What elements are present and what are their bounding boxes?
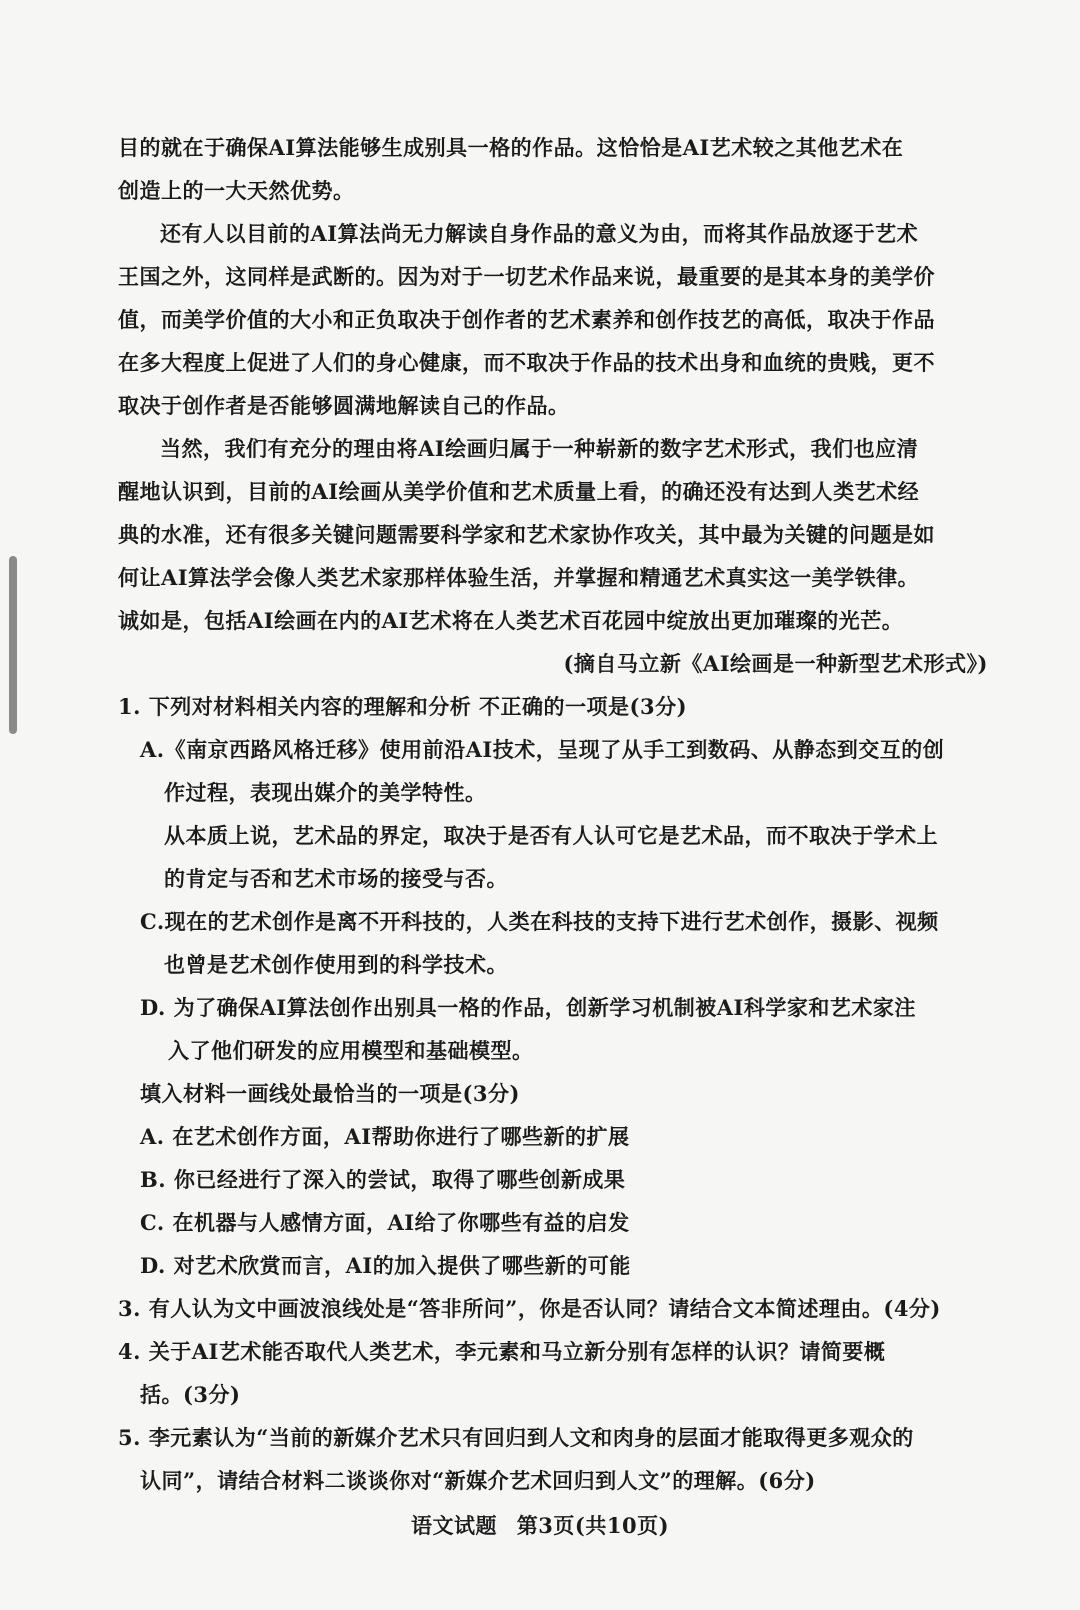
text-line: 典的水准，还有很多关键问题需要科学家和艺术家协作攻关，其中最为关键的问题是如	[118, 522, 935, 547]
text-line: 在多大程度上促进了人们的身心健康，而不取决于作品的技术出身和血统的贵贱，更不	[118, 350, 935, 375]
question-line: 认同”，请结合材料二谈谈你对“新媒介艺术回归到人文”的理解。(6分)	[140, 1468, 816, 1493]
question-2-option-c: C. 在机器与人感情方面，AI给了你哪些有益的启发	[140, 1210, 630, 1235]
question-1-option-c	[140, 900, 990, 986]
question-2-option-b: B. 你已经进行了深入的尝试，取得了哪些创新成果	[140, 1167, 626, 1192]
question-2-option-a: A. 在艺术创作方面，AI帮助你进行了哪些新的扩展	[140, 1124, 630, 1149]
option-line: A.《南京西路风格迁移》使用前沿AI技术，呈现了从手工到数码、从静态到交互的创	[140, 737, 945, 762]
text-line: 何让AI算法学会像人类艺术家那样体验生活，并掌握和精通艺术真实这一美学铁律。	[118, 565, 920, 590]
question-line: 括。(3分)	[140, 1382, 241, 1407]
question-2-option-d: D. 对艺术欣赏而言，AI的加入提供了哪些新的可能	[140, 1253, 631, 1278]
text-line: 醒地认识到，目前的AI绘画从美学价值和艺术质量上看，的确还没有达到人类艺术经	[118, 479, 920, 504]
question-2-stem: 填入材料一画线处最恰当的一项是(3分)	[140, 1081, 520, 1106]
text-line: 当然，我们有充分的理由将AI绘画归属于一种崭新的数字艺术形式，我们也应清	[160, 436, 919, 461]
option-line: 作过程，表现出媒介的美学特性。	[164, 780, 487, 805]
footer-page-number: 第3页(共10页)	[516, 1513, 670, 1538]
page-content	[118, 126, 990, 1502]
text-line: 目的就在于确保AI算法能够生成别具一格的作品。这恰恰是AI艺术较之其他艺术在	[118, 135, 904, 160]
option-line: C.现在的艺术创作是离不开科技的，人类在科技的支持下进行艺术创作，摄影、视频	[140, 909, 939, 934]
question-line: 5. 李元素认为“当前的新媒介艺术只有回归到人文和肉身的层面才能取得更多观众的	[118, 1425, 914, 1450]
option-line: 入了他们研发的应用模型和基础模型。	[168, 1038, 534, 1063]
question-5	[118, 1416, 990, 1502]
question-1-option-d	[140, 986, 990, 1072]
passage-paragraph-3	[118, 427, 990, 642]
footer-subject: 语文试题	[410, 1513, 497, 1538]
text-line: 诚如是，包括AI绘画在内的AI艺术将在人类艺术百花园中绽放出更加璀璨的光芒。	[118, 608, 904, 633]
text-line: 还有人以目前的AI算法尚无力解读自身作品的意义为由，而将其作品放逐于艺术	[160, 221, 919, 246]
option-line: 从本质上说，艺术品的界定，取决于是否有人认可它是艺术品，而不取决于学术上	[164, 823, 938, 848]
option-line: 也曾是艺术创作使用到的科学技术。	[164, 952, 508, 977]
passage-paragraph-2	[118, 212, 990, 427]
option-line: D. 为了确保AI算法创作出别具一格的作品，创新学习机制被AI科学家和艺术家注	[140, 995, 916, 1020]
passage-paragraph-1	[118, 126, 990, 212]
page-footer	[0, 1510, 1080, 1540]
question-1-option-b	[164, 814, 990, 900]
question-1-option-a	[140, 728, 990, 814]
option-line: 的肯定与否和艺术市场的接受与否。	[164, 866, 508, 891]
question-4	[118, 1330, 990, 1416]
question-3: 3. 有人认为文中画波浪线处是“答非所问”，你是否认同？请结合文本简述理由。(4分)	[118, 1296, 941, 1321]
text-line: 王国之外，这同样是武断的。因为对于一切艺术作品来说，最重要的是其本身的美学价	[118, 264, 935, 289]
text-line: 取决于创作者是否能够圆满地解读自己的作品。	[118, 393, 570, 418]
question-line: 4. 关于AI艺术能否取代人类艺术，李元素和马立新分别有怎样的认识？请简要概	[118, 1339, 886, 1364]
question-1-stem: 1. 下列对材料相关内容的理解和分析 不正确的一项是(3分)	[118, 694, 688, 719]
scrollbar[interactable]	[9, 556, 17, 734]
text-line: 创造上的一大天然优势。	[118, 178, 355, 203]
text-line: 值，而美学价值的大小和正负取决于创作者的艺术素养和创作技艺的高低，取决于作品	[118, 307, 935, 332]
passage-source: (摘自马立新《AI绘画是一种新型艺术形式》)	[563, 651, 988, 676]
